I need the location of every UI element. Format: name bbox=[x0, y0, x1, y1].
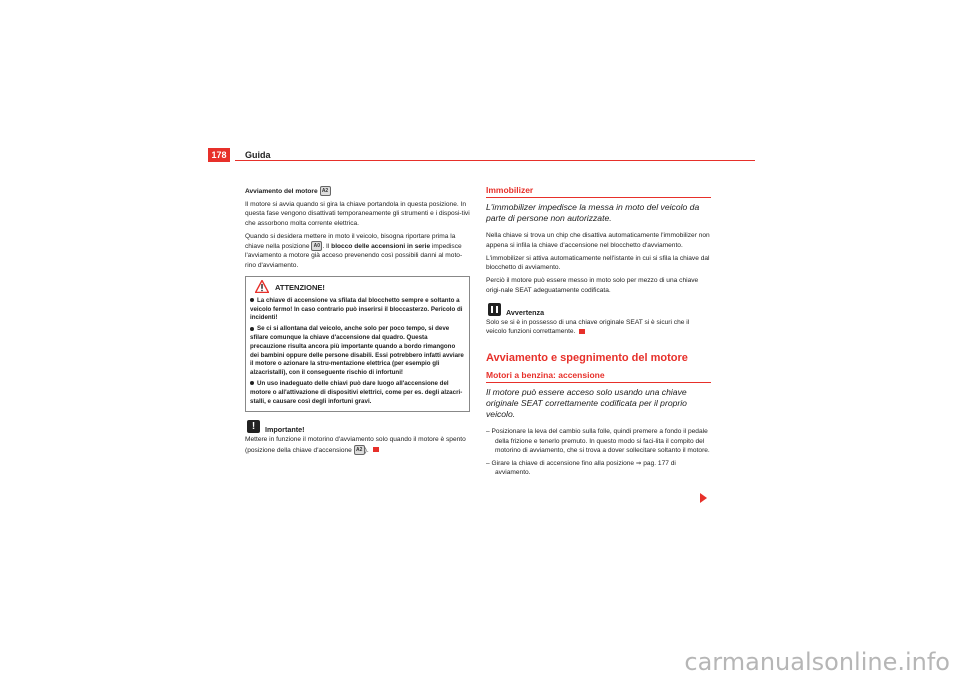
paragraph: L'immobilizer si attiva automaticamente nell'istante in cui si sfila la chiave dal blocchetto di avviamento. bbox=[486, 254, 710, 272]
page-header-title: Guida bbox=[245, 150, 271, 160]
section-end-marker bbox=[579, 329, 585, 334]
continue-arrow-icon bbox=[700, 493, 707, 503]
warning-item: Un uso inadeguato delle chiavi può dare luogo all'accensione del motore o all'attivazione di dispositivi elettrici, come per es. degli alzacri-stalli, e causare così degli infortuni gravi. bbox=[250, 380, 463, 405]
wrench-icon bbox=[488, 303, 501, 316]
step-item: – Posizionare la leva del cambio sulla folle, quindi premere a fondo il pedale della frizione e tenerlo premuto. In questo modo si faci-lita il compito del motorino di avviamento, che si trova a dover sollecitare soltanto il motore. bbox=[486, 428, 710, 454]
note-title: Avvertenza bbox=[506, 308, 545, 318]
paragraph: Nella chiave si trova un chip che disattiva automaticamente l'immobilizer non appena si infila la chiave d'accensione nel blocchetto d'avviamento. bbox=[486, 232, 710, 249]
important-title: Importante! bbox=[265, 425, 305, 435]
right-column bbox=[486, 186, 711, 482]
warning-box bbox=[245, 276, 470, 413]
section-end-marker bbox=[373, 447, 379, 452]
note-header bbox=[486, 302, 711, 318]
position-tag: A2 bbox=[320, 186, 331, 196]
note-text: Solo se si è in possesso di una chiave originale SEAT si è sicuri che il veicolo funzioni correttamente. bbox=[486, 319, 690, 336]
immobilizer-title: Immobilizer bbox=[486, 186, 711, 198]
warning-item: Se ci si allontana dal veicolo, anche solo per poco tempo, si deve sfilare comunque la chiave d'accensione dal quadro. Questa precauzione risulta ancora più importante quando a bordo rimangono dei bambini oppure delle persone disabili. Essi potrebbero infatti avviare il motore o azionare la stru-mentazione elettrica (per esempio gli alzacristalli), con il conseguente rischio di infortuni! bbox=[250, 325, 464, 377]
important-text: Mettere in funzione il motorino d'avviamento solo quando il motore è spento (posizione della chiave d'accensione A2 ). bbox=[245, 436, 466, 454]
warning-title: ATTENZIONE! bbox=[275, 282, 325, 292]
warning-item: La chiave di accensione va sfilata dal blocchetto sempre e soltanto a veicolo fermo! In caso contrario può inserirsi il bloccasterzo. Pericolo di incidenti! bbox=[250, 296, 463, 322]
warning-icon bbox=[255, 280, 269, 293]
important-header bbox=[245, 419, 470, 435]
exclamation-icon: ! bbox=[247, 420, 260, 433]
header-rule bbox=[235, 160, 755, 161]
watermark: carmanualsonline.info bbox=[684, 648, 950, 676]
chapter-title: Avviamento e spegnimento del motore bbox=[486, 351, 688, 364]
section-heading: Avviamento del motore bbox=[245, 187, 318, 195]
page-number: 178 bbox=[208, 148, 230, 162]
left-column bbox=[245, 186, 470, 459]
position-tag: A2 bbox=[354, 445, 365, 455]
subsection-subtitle: Il motore può essere acceso solo usando una chiave originale SEAT correttamente codificata per il proprio veicolo. bbox=[486, 387, 687, 420]
immobilizer-subtitle: L'immobilizer impedisce la messa in moto del veicolo da parte di persone non autorizzate. bbox=[486, 202, 700, 224]
subsection-title: Motori a benzina: accensione bbox=[486, 371, 711, 383]
paragraph: Quando si desidera mettere in moto il veicolo, bisogna riportare prima la chiave nella posizione A0 . Il blocco delle accensioni in serie impedisce l'avviamento a motore già acceso prevenendo così possibili danni al moto-rino d'avviamento. bbox=[245, 232, 463, 269]
paragraph: Perciò il motore può essere messo in moto solo per mezzo di una chiave origi-nale SEAT adeguatamente codificata. bbox=[486, 277, 699, 294]
paragraph: Il motore si avvia quando si gira la chiave portandola in questa posizione. In questa fase vengono disattivati temporaneamente gli strumenti e i disposi-tivi che assorbono molta corrente elettrica. bbox=[245, 201, 470, 227]
step-item: – Girare la chiave di accensione fino alla posizione ⇒ pag. 177 di avviamento. bbox=[486, 460, 676, 477]
position-tag: A0 bbox=[311, 241, 322, 251]
